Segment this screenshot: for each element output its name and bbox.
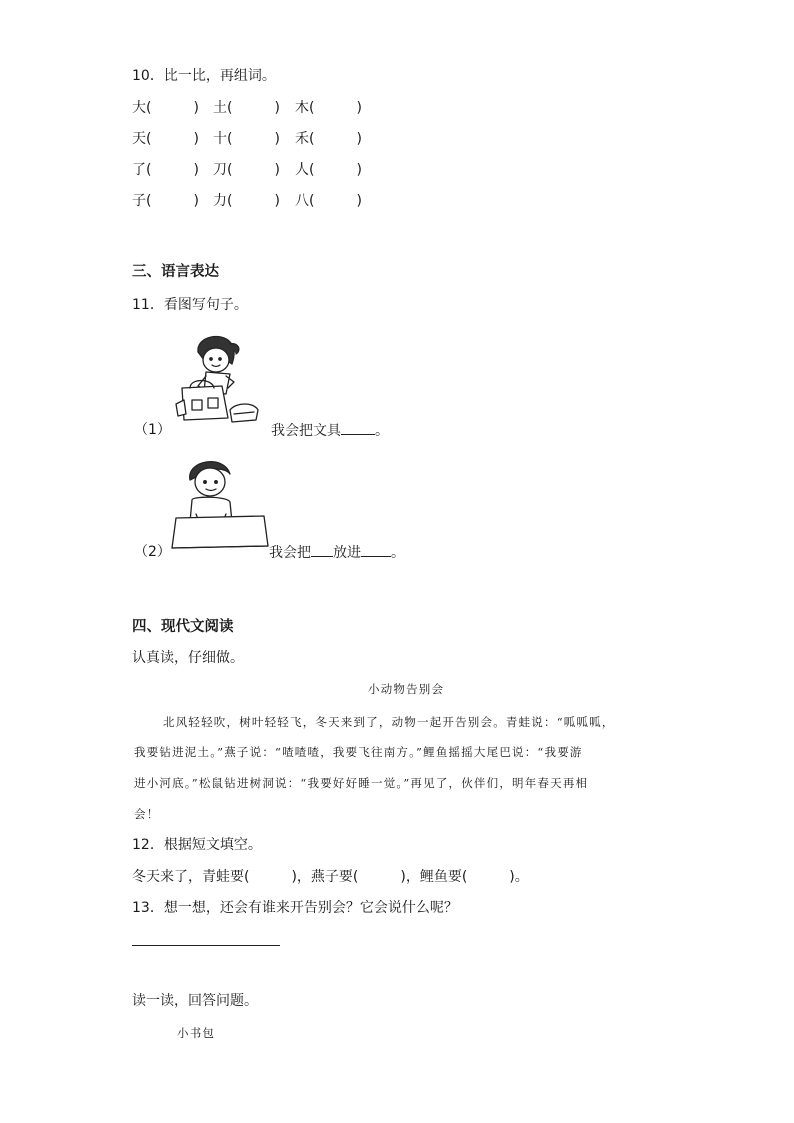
q11-item2-text: 我会把 bbox=[269, 545, 311, 561]
q13-title: 13．想一想，还会有谁来开告别会？它会说什么呢？ bbox=[132, 900, 458, 916]
q10-cell: 子( ) bbox=[132, 193, 199, 209]
q11-item2-period: 。 bbox=[391, 545, 405, 561]
answer-line[interactable] bbox=[132, 945, 280, 946]
q11-item1-period: 。 bbox=[375, 423, 389, 439]
q10-cell: 力( ) bbox=[213, 193, 280, 209]
q11-item2-number: （2） bbox=[134, 544, 171, 560]
q10-cell: 刀( ) bbox=[213, 162, 280, 178]
q10-cell: 十( ) bbox=[213, 131, 280, 147]
section3-title: 三、语言表达 bbox=[132, 264, 219, 280]
passage-line: 进小河底。”松鼠钻进树洞说：“我要好好睡一觉。”再见了，伙伴们，明年春天再相 bbox=[134, 776, 589, 790]
q11-item2-mid-text: 放进 bbox=[333, 545, 361, 561]
passage-title: 小动物告别会 bbox=[368, 682, 445, 696]
q12-title: 12．根据短文填空。 bbox=[132, 837, 262, 853]
girl-packing-bag-illustration bbox=[168, 330, 268, 428]
q10-title: 10．比一比，再组词。 bbox=[132, 68, 276, 84]
q11-item1-sentence bbox=[271, 420, 389, 441]
q10-cell: 天( ) bbox=[132, 131, 199, 147]
answer-blank[interactable] bbox=[311, 542, 333, 557]
q11-title: 11．看图写句子。 bbox=[132, 297, 248, 313]
q10-cell: 禾( ) bbox=[295, 131, 362, 147]
answer-blank[interactable] bbox=[361, 542, 391, 557]
passage-line: 会！ bbox=[134, 807, 160, 821]
q10-cell: 人( ) bbox=[295, 162, 362, 178]
passage-line: 北风轻轻吹，树叶轻轻飞，冬天来到了，动物一起开告别会。青蛙说：“呱呱呱， bbox=[163, 715, 615, 729]
q11-item1-text: 我会把文具 bbox=[271, 423, 341, 439]
q10-cell: 土( ) bbox=[213, 100, 280, 116]
q10-cell: 八( ) bbox=[295, 193, 362, 209]
boy-at-desk-illustration bbox=[170, 456, 270, 552]
q11-item2-sentence bbox=[269, 542, 405, 563]
q10-cell: 了( ) bbox=[132, 162, 199, 178]
read2-title: 小书包 bbox=[177, 1026, 216, 1040]
read2-instruction: 读一读，回答问题。 bbox=[132, 993, 258, 1009]
answer-blank[interactable] bbox=[341, 420, 375, 435]
section4-title: 四、现代文阅读 bbox=[132, 619, 234, 635]
passage-line: 我要钻进泥土。”燕子说：“喳喳喳，我要飞往南方。”鲤鱼摇摇大尾巴说：“我要游 bbox=[134, 745, 583, 759]
q12-fill-sentence: 冬天来了，青蛙要( )，燕子要( )，鲤鱼要( )。 bbox=[132, 869, 529, 885]
reading-instruction: 认真读，仔细做。 bbox=[132, 650, 244, 666]
q10-cell: 大( ) bbox=[132, 100, 199, 116]
q10-cell: 木( ) bbox=[295, 100, 362, 116]
q11-item1-number: （1） bbox=[134, 422, 171, 438]
